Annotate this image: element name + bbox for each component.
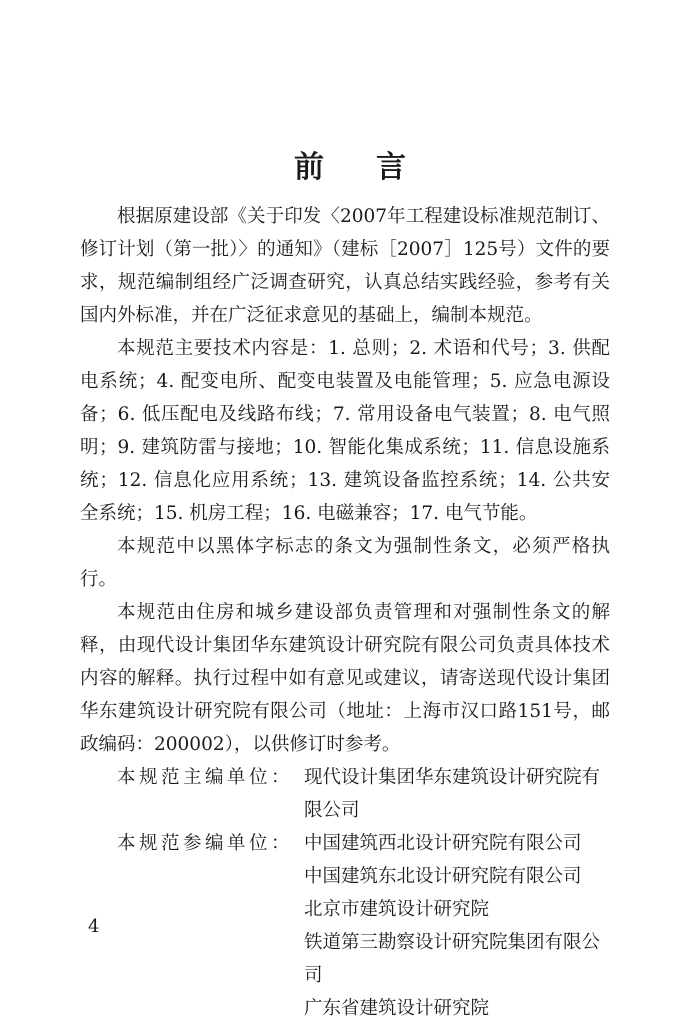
page-number: 4 xyxy=(88,916,100,937)
page-title: 前言 xyxy=(294,150,458,186)
chief-unit-name: 现代设计集团华东建筑设计研究院有限公司 xyxy=(304,767,601,821)
participating-unit-name: 铁道第三勘察设计研究院集团有限公司 xyxy=(304,932,601,986)
participating-unit-name: 中国建筑东北设计研究院有限公司 xyxy=(304,866,582,887)
chief-unit-label: 本规范主编单位： xyxy=(117,767,294,788)
participating-unit-name: 北京市建筑设计研究院 xyxy=(304,899,490,920)
participating-unit-label: 本规范参编单位： xyxy=(117,833,294,854)
paragraph-management: 本规范由住房和城乡建设部负责管理和对强制性条文的解释，由现代设计集团华东建筑设计研究院有限公司负责具体技术内容的解释。执行过程中如有意见或建议，请寄送现代设计集团华东建筑设计研究院有限公司（地址：上海市汉口路151号，邮政编码：200002），以供修订时参考。 xyxy=(80,602,610,755)
participating-unit-row xyxy=(80,827,610,1025)
participating-unit-name: 广东省建筑设计研究院 xyxy=(304,998,490,1019)
participating-unit-names xyxy=(304,827,610,1025)
chief-unit-names xyxy=(304,761,610,827)
chief-unit-row xyxy=(80,761,610,827)
paragraph-mandatory-clauses: 本规范中以黑体字标志的条文为强制性条文，必须严格执行。 xyxy=(80,536,610,590)
participating-unit-name: 中国建筑西北设计研究院有限公司 xyxy=(304,833,582,854)
editorial-units xyxy=(80,761,610,1025)
paragraph-basis: 根据原建设部《关于印发〈2007年工程建设标准规范制订、修订计划（第一批）〉的通知》（建标［2007］125号）文件的要求，规范编制组经广泛调查研究，认真总结实践经验，参考有关国内外标准，并在广泛征求意见的基础上，编制本规范。 xyxy=(80,206,610,326)
paragraph-technical-content: 本规范主要技术内容是：1. 总则；2. 术语和代号；3. 供配电系统；4. 配变电所、配变电装置及电能管理；5. 应急电源设备；6. 低压配电及线路布线；7. 常用设备电气装置；8. 电气照明；9. 建筑防雷与接地；10. 智能化集成系统；11. 信息设施系统；12. 信息化应用系统；13. 建筑设备监控系统；14. 公共安全系统；15. 机房工程；16. 电磁兼容；17. 电气节能。 xyxy=(80,338,610,524)
document-body xyxy=(80,200,610,1025)
